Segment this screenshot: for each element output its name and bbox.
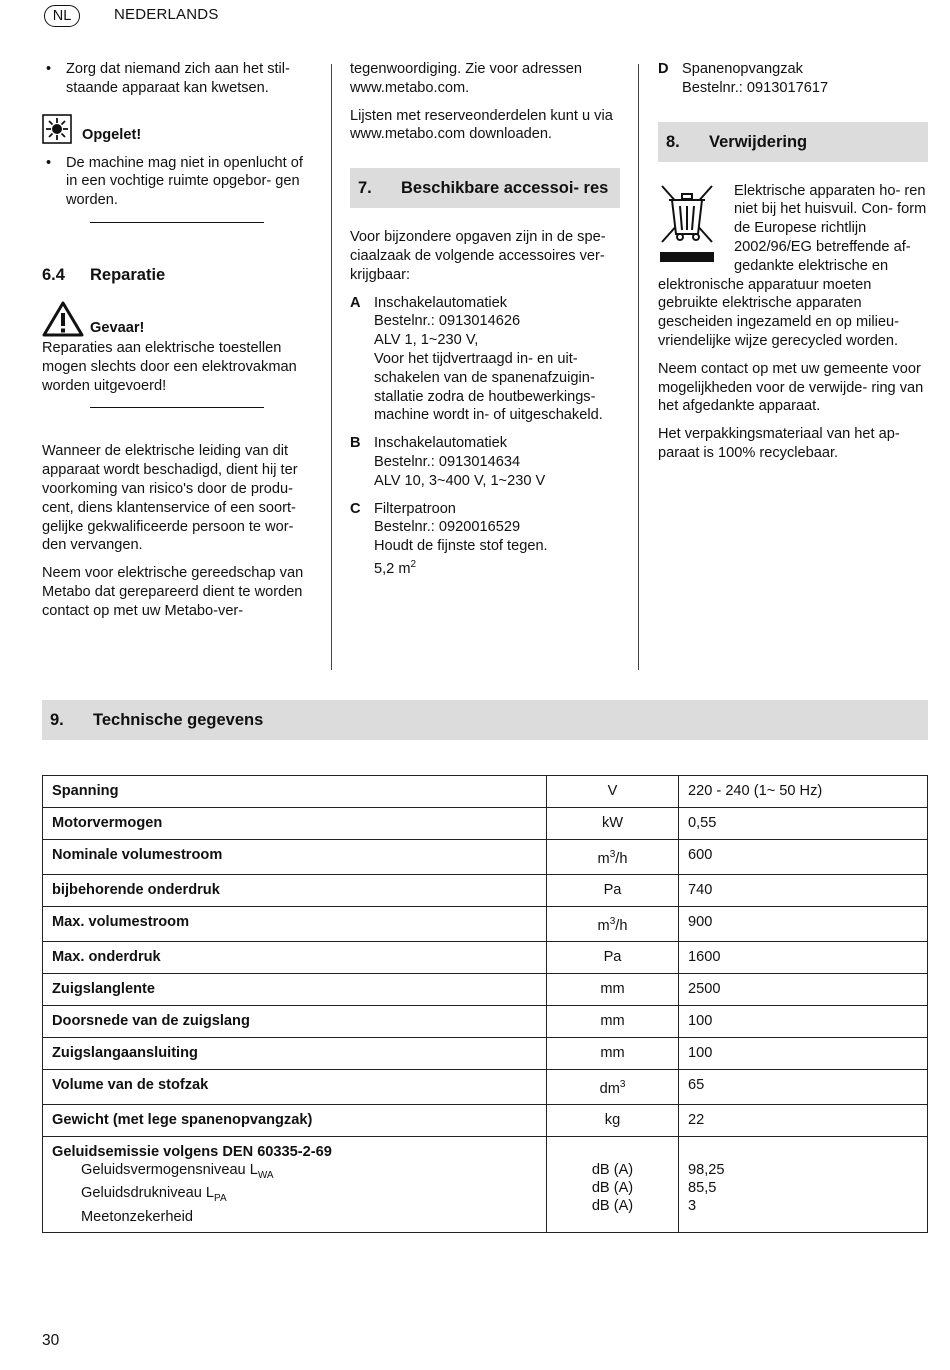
unit-base: mm	[600, 1012, 625, 1029]
noise-sub-name	[52, 1161, 537, 1185]
column-3	[658, 60, 928, 472]
unit-base: kW	[601, 815, 624, 831]
unit-base: m	[597, 850, 610, 867]
unit-base: dm	[599, 1080, 620, 1097]
section-number: 8.	[666, 132, 680, 151]
paragraph: Neem contact op met uw gemeente voor mogelijkheden voor de verwijde- ring van het afgedankte apparaat.	[658, 360, 924, 415]
table-row	[43, 874, 928, 906]
spec-name: Motorvermogen	[43, 808, 547, 840]
section-heading-9	[42, 700, 928, 740]
accessory-line: Inschakelautomatiek	[374, 435, 508, 452]
spec-unit	[547, 1037, 679, 1069]
divider	[90, 407, 264, 408]
spec-unit	[547, 840, 679, 875]
danger-block	[42, 301, 312, 337]
bullet-text: Zorg dat niemand zich aan het stil- staande apparaat kan kwetsen.	[66, 61, 290, 96]
spec-name: Zuigslanglente	[43, 973, 547, 1005]
spec-value: 0,55	[679, 808, 928, 840]
unit-tail: /h	[615, 917, 628, 934]
bullet-text: De machine mag niet in openlucht of in een vochtige ruimte opgebor- gen worden.	[66, 154, 303, 209]
unit-sup: 3	[619, 1078, 626, 1090]
caution-block	[42, 114, 312, 144]
bullet-dot: •	[46, 61, 52, 77]
spec-value: 740	[679, 874, 928, 906]
section-heading-6-4	[42, 265, 312, 285]
noise-sub-name: Meetonzekerheid	[81, 1209, 193, 1226]
spec-value: 2500	[679, 973, 928, 1005]
spec-unit	[547, 1104, 679, 1136]
table-row	[43, 1037, 928, 1069]
unit-base: Pa	[603, 948, 622, 965]
accessory-line: Spanenopvangzak	[682, 61, 803, 77]
area-sup: 2	[410, 558, 417, 570]
accessories-intro: Voor bijzondere opgaven zijn in de spe- ciaalzaak de volgende accessoires ver- krijgbaar:	[350, 229, 606, 283]
unit-sup: 3	[609, 849, 616, 860]
warning-triangle-icon	[42, 301, 84, 337]
accessory-item-a	[350, 294, 622, 426]
disposal-text: Elektrische apparaten ho- ren niet bij het huisvuil. Con- form de Europese richtlijn 2002/96/EG betreffende af- gedankte elektrische en elektronische apparatuur moeten gebruikte elektrische apparaten gescheiden ingezameld en op milieu- vriendelijke wijze gerecycled worden.	[658, 182, 927, 349]
section-heading-7	[350, 168, 620, 208]
spec-unit	[547, 808, 679, 840]
page-number: 30	[42, 1332, 60, 1349]
accessory-letter: A	[350, 294, 361, 311]
danger-label: Gevaar!	[90, 319, 145, 336]
table-row	[43, 941, 928, 973]
technical-data-table	[42, 775, 928, 1233]
unit-base: mm	[600, 1044, 625, 1061]
spec-name: Max. volumestroom	[43, 906, 547, 941]
accessory-line: Bestelnr.: 0913017617	[682, 79, 829, 96]
spec-name: bijbehorende onderdruk	[43, 874, 547, 906]
noise-value: 3	[688, 1197, 697, 1214]
paragraph: Wanneer de elektrische leiding van dit apparaat wordt beschadigd, dient hij ter voorkoming van risico's door de produ- cent, diens klantenservice of een soort- gelijke gekwalificeerde persoon te wor- den vervangen.	[42, 443, 298, 554]
accessory-line: Inschakelautomatiek	[374, 294, 508, 311]
noise-sub-label: Geluidsdrukniveau L	[81, 1185, 215, 1202]
unit-sup: 3	[609, 915, 616, 927]
table-row	[43, 840, 928, 875]
noise-unit: dB (A)	[591, 1161, 634, 1178]
noise-value: 98,25	[688, 1161, 725, 1178]
section-title: Verwijdering	[709, 132, 808, 151]
accessory-line: ALV 1, 1~230 V,	[374, 332, 479, 349]
spec-value: 1600	[679, 941, 928, 973]
noise-sub-name	[52, 1184, 537, 1208]
spec-value: 600	[679, 840, 928, 875]
accessory-line: ALV 10, 3~400 V, 1~230 V	[374, 472, 546, 489]
spec-name: Gewicht (met lege spanenopvangzak)	[43, 1104, 547, 1136]
spec-value: 900	[679, 906, 928, 941]
bullet-dot: •	[46, 154, 52, 171]
caution-icon	[42, 114, 72, 144]
section-title: Beschikbare accessoi- res	[401, 179, 609, 198]
divider	[90, 222, 264, 223]
spec-value: 100	[679, 1005, 928, 1037]
disposal-block	[658, 182, 928, 351]
spec-name: Max. onderdruk	[43, 941, 547, 973]
spec-unit	[547, 874, 679, 906]
accessory-line: Bestelnr.: 0920016529	[374, 519, 521, 536]
spec-name: Spanning	[43, 776, 547, 808]
accessory-line: Filterpatroon	[374, 500, 456, 517]
accessory-line: Voor het tijdvertraagd in- en uit- schakelen van de spanenafzuigin- stallatie zodra de houtbewerkings- machine wordt in- of uitgeschakeld.	[374, 350, 603, 424]
spec-unit	[547, 941, 679, 973]
language-badge: NL	[44, 5, 80, 27]
paragraph: Het verpakkingsmateriaal van het ap- paraat is 100% recyclebaar.	[658, 426, 900, 461]
unit-tail: /h	[615, 850, 628, 867]
caution-label: Opgelet!	[82, 126, 142, 143]
noise-subscript: WA	[257, 1169, 274, 1181]
accessory-area	[374, 556, 548, 579]
accessory-letter: C	[350, 500, 361, 517]
section-number: 6.4	[42, 265, 65, 284]
accessory-letter: D	[658, 61, 669, 77]
noise-value: 85,5	[688, 1179, 717, 1196]
noise-sub-label: Geluidsvermogensniveau L	[81, 1161, 258, 1178]
section-number: 9.	[50, 711, 64, 729]
accessory-line: Houdt de fijnste stof tegen.	[374, 538, 548, 555]
table-row	[43, 808, 928, 840]
language-name: NEDERLANDS	[114, 6, 219, 23]
paragraph: Lijsten met reserveonderdelen kunt u via www.metabo.com downloaden.	[350, 107, 613, 143]
unit-base: V	[607, 783, 618, 799]
table-row	[43, 1069, 928, 1104]
accessory-line: Bestelnr.: 0913014634	[374, 453, 521, 470]
danger-text: Reparaties aan elektrische toestellen mogen slechts door een elektrovakman worden uitgevoerd!	[42, 339, 297, 394]
unit-base: m	[597, 917, 610, 934]
section-number: 7.	[358, 179, 372, 198]
column-divider	[638, 64, 639, 670]
spec-unit	[547, 1005, 679, 1037]
spec-name	[43, 1136, 547, 1233]
paragraph: tegenwoordiging. Zie voor adressen www.metabo.com.	[350, 61, 583, 96]
spec-name: Doorsnede van de zuigslang	[43, 1005, 547, 1037]
column-divider	[331, 64, 332, 670]
accessory-item-b	[350, 434, 622, 490]
weee-bin-icon	[658, 182, 716, 268]
noise-unit: dB (A)	[591, 1197, 634, 1214]
bullet-item	[42, 60, 312, 98]
unit-base: kg	[604, 1111, 621, 1128]
column-1	[42, 60, 312, 630]
section-title: Reparatie	[90, 265, 166, 284]
table-row	[43, 973, 928, 1005]
spec-unit	[547, 776, 679, 808]
accessory-line: Bestelnr.: 0913014626	[374, 313, 521, 330]
noise-title: Geluidsemissie volgens DEN 60335-2-69	[52, 1143, 332, 1160]
accessory-letter: B	[350, 435, 361, 452]
spec-unit	[547, 1136, 679, 1233]
spec-value: 220 - 240 (1~ 50 Hz)	[679, 776, 928, 808]
section-heading-8	[658, 122, 928, 162]
spec-name: Nominale volumestroom	[43, 840, 547, 875]
table-row-noise	[43, 1136, 928, 1233]
spec-name: Zuigslangaansluiting	[43, 1037, 547, 1069]
column-2	[350, 60, 622, 588]
noise-unit: dB (A)	[591, 1179, 634, 1196]
table-row	[43, 1104, 928, 1136]
spec-value: 65	[679, 1069, 928, 1104]
paragraph: Neem voor elektrische gereedschap van Metabo dat gerepareerd dient te worden contact op met uw Metabo-ver-	[42, 565, 304, 619]
accessory-item-d	[658, 60, 928, 98]
accessory-item-c	[350, 500, 622, 579]
table-row	[43, 1005, 928, 1037]
spec-unit	[547, 906, 679, 941]
bullet-item	[42, 154, 312, 210]
area-value: 5,2 m	[374, 560, 411, 577]
spec-value	[679, 1136, 928, 1233]
spec-value: 22	[679, 1104, 928, 1136]
table-row	[43, 906, 928, 941]
unit-base: Pa	[603, 881, 622, 898]
noise-subscript: PA	[214, 1193, 227, 1205]
spec-unit	[547, 1069, 679, 1104]
spec-name: Volume van de stofzak	[43, 1069, 547, 1104]
unit-base: mm	[600, 980, 625, 997]
spec-value: 100	[679, 1037, 928, 1069]
section-title: Technische gegevens	[93, 711, 264, 729]
spec-unit	[547, 973, 679, 1005]
table-row	[43, 776, 928, 808]
